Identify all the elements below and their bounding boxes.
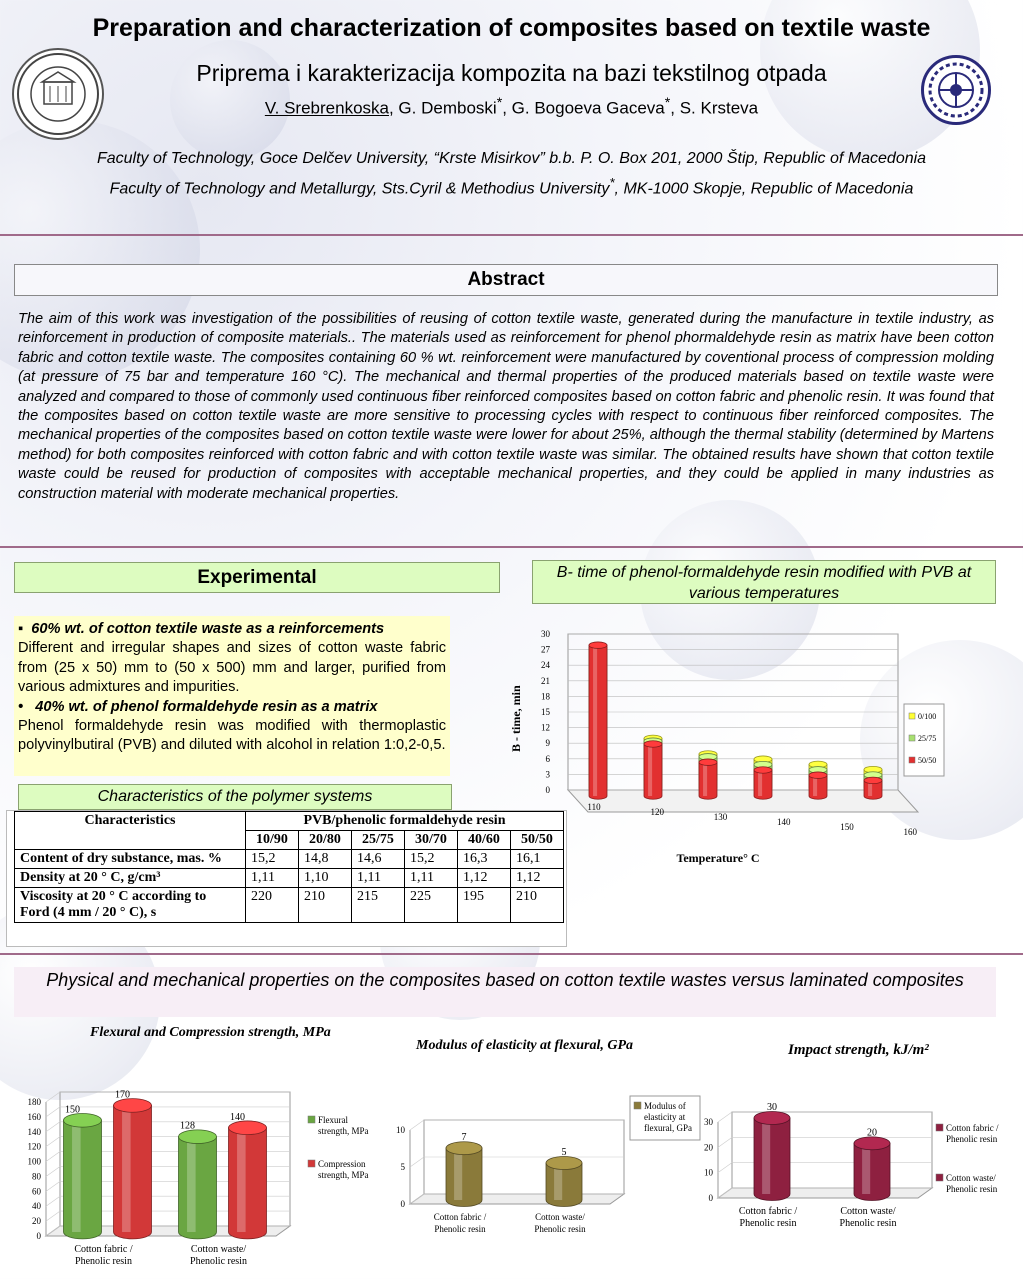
author-2: , G. Demboski [388, 98, 497, 118]
data-label: 5 [561, 1147, 567, 1158]
table-cell: 195 [458, 888, 511, 923]
y-tick-label: 160 [27, 1111, 41, 1122]
section-divider [0, 234, 1023, 236]
x-tick-label: 110 [587, 802, 601, 812]
table-cell: 14,8 [299, 850, 352, 869]
bar [754, 1112, 790, 1201]
x-tick-label: Cotton waste/ [535, 1212, 585, 1222]
table-cell: 1,11 [352, 869, 405, 888]
experimental-heading: Experimental [14, 562, 500, 593]
legend-label: strength, MPa [318, 1126, 369, 1136]
y-tick-label: 30 [704, 1117, 713, 1127]
x-tick-label: Cotton waste/ [190, 1244, 247, 1255]
legend-label: Phenolic resin [946, 1134, 998, 1144]
author-presenting: V. Srebrenkoska [264, 98, 389, 118]
row-label-line: Viscosity at 20 ° C according to [20, 889, 207, 904]
y-tick-label: 0 [708, 1193, 713, 1203]
x-tick-label: Cotton fabric / [433, 1212, 487, 1222]
table-cell: 16,1 [511, 850, 564, 869]
table-cell: 1,10 [299, 869, 352, 888]
item-1-title: 60% wt. of cotton textile waste as a reinforcements [31, 621, 385, 637]
table-cell: 15,2 [246, 850, 299, 869]
y-tick-label: 5 [400, 1162, 405, 1172]
y-tick-label: 10 [704, 1167, 713, 1178]
legend-swatch [308, 1160, 315, 1167]
table-cell: 16,3 [458, 850, 511, 869]
legend-label: Cotton fabric / [946, 1123, 999, 1133]
bar [699, 759, 717, 799]
gridline [410, 1120, 424, 1130]
x-tick-label: 130 [713, 812, 728, 822]
legend-label: Modulus of [644, 1101, 686, 1111]
x-tick-label: Phenolic resin [190, 1256, 247, 1267]
section-divider [0, 546, 1023, 548]
item-1-text: Different and irregular shapes and sizes of cotton waste fabric from (25 x 50) mm to (50 x 500) mm and larger, purified from various admixtures and impurities. [18, 640, 446, 696]
bar [754, 767, 772, 799]
x-tick-label: Cotton fabric / [74, 1244, 133, 1255]
abstract-text: The aim of this work was investigation of the possibilities of reusing of cotton textile waste, generated during the manufacture in textile industry, as reinforcement in production of composite materials.. The materials used as reinforcement for phenol phormaldehyde resin as matrix have been cotton fabric and cotton textile waste. The composites containing 60 % wt. reinforcement were manufactured by coventional process of compression molding (at pressure of 75 bar and temperature 160 °C). The mechanical and thermal properties of the produced materials based on textile waste were analyzed and compared to those of commonly used continuous fiber reinforced composites based on cotton fabric and phenolic resin. It was found that the composites based on cotton textile waste are more sensitive to processing cycles with respect to continuous fiber reinforced composites. The mechanical properties of the composites based on cotton textile waste were lower for about 25%, although the thermal stability (determined by Martens method) for both composites reinforced with cotton fabric and with cotton textile waste was similar. The obtained results have shown that cotton textile waste could be reused for production of composites with acceptable mechanical properties, and they could be applied in many industries as construction material with moderate mechanical properties. [18, 311, 994, 502]
poster-title: Preparation and characterization of composites based on textile waste [92, 14, 931, 42]
bar [546, 1157, 582, 1207]
chart-title: Impact strength, kJ/m² [788, 1042, 929, 1058]
data-label: 7 [461, 1132, 467, 1144]
bar [589, 642, 607, 799]
legend-label: Compression [318, 1159, 366, 1169]
gridline [718, 1163, 732, 1173]
affiliation-2-mark: * [609, 175, 615, 190]
gridline [46, 1152, 60, 1162]
bar [64, 1113, 102, 1238]
chart-title: Modulus of elasticity at flexural, GPa [416, 1038, 633, 1053]
y-tick-label: 0 [36, 1231, 41, 1241]
bar [446, 1142, 482, 1207]
legend-label: elasticity at [644, 1112, 686, 1122]
y-tick-label: 18 [541, 691, 550, 702]
y-tick-label: 180 [27, 1097, 41, 1107]
gridline [46, 1137, 60, 1147]
y-tick-label: 60 [32, 1186, 41, 1197]
y-tick-label: 140 [27, 1126, 41, 1137]
y-axis-label: B - time, min [509, 685, 523, 752]
bar [229, 1121, 267, 1239]
gear-seal-icon [924, 58, 988, 122]
x-tick-label: Phenolic resin [434, 1224, 486, 1234]
ratio-header: 30/70 [405, 831, 458, 850]
legend-label: 25/75 [918, 734, 937, 743]
row-label: Content of dry substance, mas. % [15, 850, 246, 869]
table-header-characteristics: Characteristics [15, 812, 246, 850]
affiliation-2-name: Faculty of Technology and Metallurgy, Sts.Cyril & Methodius University [109, 180, 610, 198]
abstract-heading: Abstract [14, 264, 998, 296]
x-tick-label: Phenolic resin [839, 1218, 897, 1229]
table-row [15, 850, 564, 869]
affiliation-2-place: , MK-1000 Skopje, Republic of Macedonia [614, 180, 914, 198]
y-tick-label: 80 [32, 1171, 41, 1182]
legend-swatch [936, 1124, 943, 1131]
ratio-header: 50/50 [511, 831, 564, 850]
table-cell: 14,6 [352, 850, 405, 869]
y-tick-label: 12 [541, 722, 550, 733]
flexural-compression-chart [18, 1020, 398, 1275]
x-tick-label: 120 [650, 807, 664, 817]
x-tick-label: Cotton fabric / [738, 1206, 798, 1217]
btime-heading: B- time of phenol-formaldehyde resin modified with PVB at various temperatures [532, 560, 996, 604]
row-label [15, 888, 246, 923]
x-tick-label: 140 [777, 817, 791, 827]
x-tick-label: Phenolic resin [534, 1224, 586, 1234]
bar [809, 772, 827, 799]
table-cell: 220 [246, 888, 299, 923]
y-tick-label: 24 [541, 660, 550, 671]
bar [864, 777, 882, 799]
y-tick-label: 27 [541, 644, 550, 655]
polymer-table-frame [6, 810, 567, 947]
data-label: 128 [180, 1120, 195, 1132]
legend-label: 50/50 [918, 756, 937, 765]
author-3-mark: * [664, 95, 671, 111]
table-cell: 1,12 [458, 869, 511, 888]
experimental-item-2: • 40% wt. of phenol formaldehyde resin as a matrix [18, 698, 378, 715]
ratio-header: 20/80 [299, 831, 352, 850]
table-header-group: PVB/phenolic formaldehyde resin [246, 812, 564, 831]
y-tick-label: 0 [400, 1199, 405, 1209]
x-tick-label: Phenolic resin [75, 1256, 132, 1267]
legend-swatch [909, 735, 915, 741]
bar [179, 1130, 217, 1239]
y-tick-label: 20 [32, 1216, 41, 1227]
gridline [46, 1211, 60, 1221]
legend-label: flexural, GPa [644, 1123, 692, 1133]
legend-label: Cotton waste/ [946, 1173, 996, 1183]
university-logo-right [921, 55, 991, 125]
legend-label: 0/100 [918, 712, 937, 721]
bar [854, 1137, 890, 1201]
data-label: 150 [65, 1104, 80, 1116]
gridline [410, 1157, 424, 1167]
x-tick-label: Phenolic resin [739, 1218, 797, 1229]
plot-floor [718, 1188, 932, 1198]
x-axis-label: Temperature° C [676, 851, 760, 865]
author-2-mark: * [496, 95, 503, 111]
experimental-text [14, 616, 450, 776]
legend-swatch [936, 1174, 943, 1181]
data-label: 30 [767, 1102, 777, 1113]
y-tick-label: 3 [545, 769, 550, 780]
ratio-header: 10/90 [246, 831, 299, 850]
gridline [46, 1092, 60, 1102]
legend-swatch [308, 1116, 315, 1123]
table-cell: 1,12 [511, 869, 564, 888]
table-cell: 215 [352, 888, 405, 923]
author-4: , S. Krsteva [670, 98, 759, 118]
bar [644, 741, 662, 799]
ratio-header: 25/75 [352, 831, 405, 850]
y-tick-label: 9 [545, 738, 550, 749]
y-tick-label: 30 [541, 629, 550, 639]
y-tick-label: 21 [541, 675, 550, 686]
y-tick-label: 10 [396, 1125, 405, 1135]
row-label-line: Ford (4 mm / 20 ° C), s [20, 905, 157, 920]
gridline [46, 1181, 60, 1191]
authors-line [0, 95, 1023, 119]
table-cell: 1,11 [246, 869, 299, 888]
data-label: 140 [230, 1111, 245, 1123]
gridline [718, 1112, 732, 1122]
table-cell: 1,11 [405, 869, 458, 888]
item-2-text: Phenol formaldehyde resin was modified with thermoplastic polyvinylbutiral (PVB) and diluted with alcohol in relation 1:0,2-0,5. [18, 718, 446, 754]
author-3: , G. Bogoeva Gaceva [502, 98, 665, 118]
x-tick-label: 160 [903, 827, 917, 837]
chart-title: Flexural and Compression strength, MPa [90, 1025, 331, 1040]
gridline [718, 1137, 732, 1147]
data-label: 20 [867, 1127, 877, 1139]
legend-swatch [909, 713, 915, 719]
y-tick-label: 120 [27, 1141, 41, 1152]
impact-chart [700, 1030, 1018, 1250]
y-tick-label: 15 [541, 707, 550, 717]
legend-label: strength, MPa [318, 1170, 369, 1180]
table-row [15, 888, 564, 923]
affiliation-2 [0, 175, 1023, 198]
table-cell: 15,2 [405, 850, 458, 869]
item-2-title: 40% wt. of phenol formaldehyde resin as a matrix [35, 698, 378, 715]
table-cell: 225 [405, 888, 458, 923]
legend-swatch [634, 1102, 641, 1109]
experimental-item-1: ▪ 60% wt. of cotton textile waste as a reinforcements [18, 621, 385, 637]
gridline [46, 1196, 60, 1206]
y-tick-label: 40 [32, 1201, 41, 1212]
btime-chart [508, 618, 978, 880]
data-label: 170 [115, 1089, 130, 1101]
y-tick-label: 100 [27, 1156, 41, 1167]
bar [114, 1099, 152, 1239]
legend-label: Flexural [318, 1115, 348, 1125]
gridline [46, 1107, 60, 1117]
affiliation-1: Faculty of Technology, Goce Delčev University, “Krste Misirkov” b.b. P. O. Box 201, 2000 Štip, Republic of Macedonia [96, 150, 927, 167]
y-tick-label: 6 [545, 753, 550, 764]
table-cell: 210 [299, 888, 352, 923]
legend-swatch [909, 757, 915, 763]
y-tick-label: 20 [704, 1142, 713, 1153]
y-tick-label: 0 [545, 785, 550, 795]
plot-floor [410, 1194, 624, 1204]
table-cell: 210 [511, 888, 564, 923]
modulus-chart [392, 1030, 712, 1245]
legend-label: Phenolic resin [946, 1184, 998, 1194]
x-tick-label: 150 [840, 822, 854, 832]
gridline [46, 1122, 60, 1132]
gridline [46, 1166, 60, 1176]
physical-heading: Physical and mechanical properties on the composites based on cotton textile wastes versus laminated composites [14, 967, 996, 1017]
poster-subtitle: Priprema i karakterizacija kompozita na bazi tekstilnog otpada [196, 60, 827, 86]
row-label: Density at 20 ° C, g/cm³ [15, 869, 246, 888]
x-tick-label: Cotton waste/ [840, 1206, 896, 1217]
section-divider [0, 953, 1023, 955]
table-row [15, 869, 564, 888]
polymer-table [14, 811, 564, 923]
ratio-header: 40/60 [458, 831, 511, 850]
polymer-table-heading: Characteristics of the polymer systems [18, 784, 452, 810]
